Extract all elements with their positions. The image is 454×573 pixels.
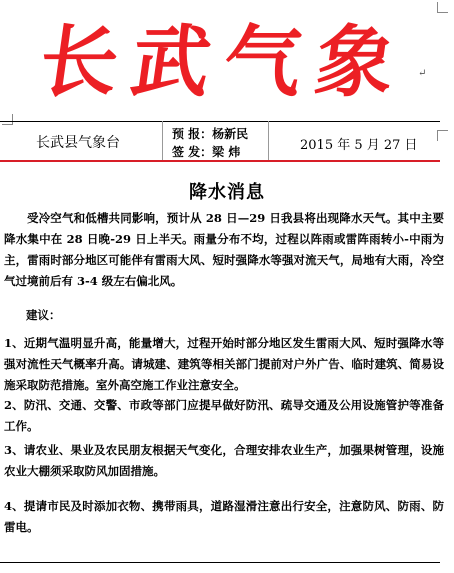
margin-corner-mark (437, 2, 448, 13)
header-red-rule (0, 160, 440, 162)
margin-corner-mark (437, 130, 448, 141)
header-divider (162, 121, 163, 161)
masthead-title: 长武气象 (33, 18, 415, 108)
paragraph-mark: ↵ (418, 68, 427, 79)
header-divider (268, 121, 269, 161)
advice-item-3: 3、请农业、果业及农民朋友根据天气变化，合理安排农业生产，加强果树管理，设施农业大棚须采取防风加固措施。 (4, 443, 444, 478)
issuer-line: 签 发：梁 炜 (172, 145, 241, 159)
header-top-rule (0, 121, 440, 122)
advice-item-2: 2、防汛、交通、交警、市政等部门应提早做好防汛、疏导交通及公用设施管护等准备工作。 (4, 398, 444, 433)
station-name: 长武县气象台 (36, 135, 120, 151)
intro-paragraph: 受冷空气和低槽共同影响，预计从 28 日—29 日我县将出现降水天气。其中主要降水集中在 28 日晚-29 日上半天。雨量分布不均，过程以阵雨或雷阵雨转小-中雨为主，雷雨时部分地区可能伴有雷雨大风、短时强降水等强对流天气，局地有大雨，冷空气过境前后有 3-4 级左右偏北风。 (4, 211, 444, 288)
advice-item-1: 1、近期气温明显升高，能量增大，过程开始时部分地区发生雷雨大风、短时强降水等强对流性天气概率升高。请城建、建筑等相关部门提前对户外广告、临时建筑、简易设施采取防范措施。室外高空施工作业注意安全。 (4, 336, 444, 392)
margin-corner-mark (2, 114, 13, 125)
footer-rule (0, 562, 440, 563)
forecaster-line: 预 报：杨新民 (172, 127, 249, 141)
advice-label: 建议： (26, 308, 61, 322)
issue-date: 2015 年 5 月 27 日 (300, 138, 418, 153)
advice-item-4: 4、提请市民及时添加衣物、携带雨具，道路湿滑注意出行安全，注意防风、防雨、防雷电。 (4, 499, 444, 534)
document-title: 降水消息 (189, 182, 265, 203)
